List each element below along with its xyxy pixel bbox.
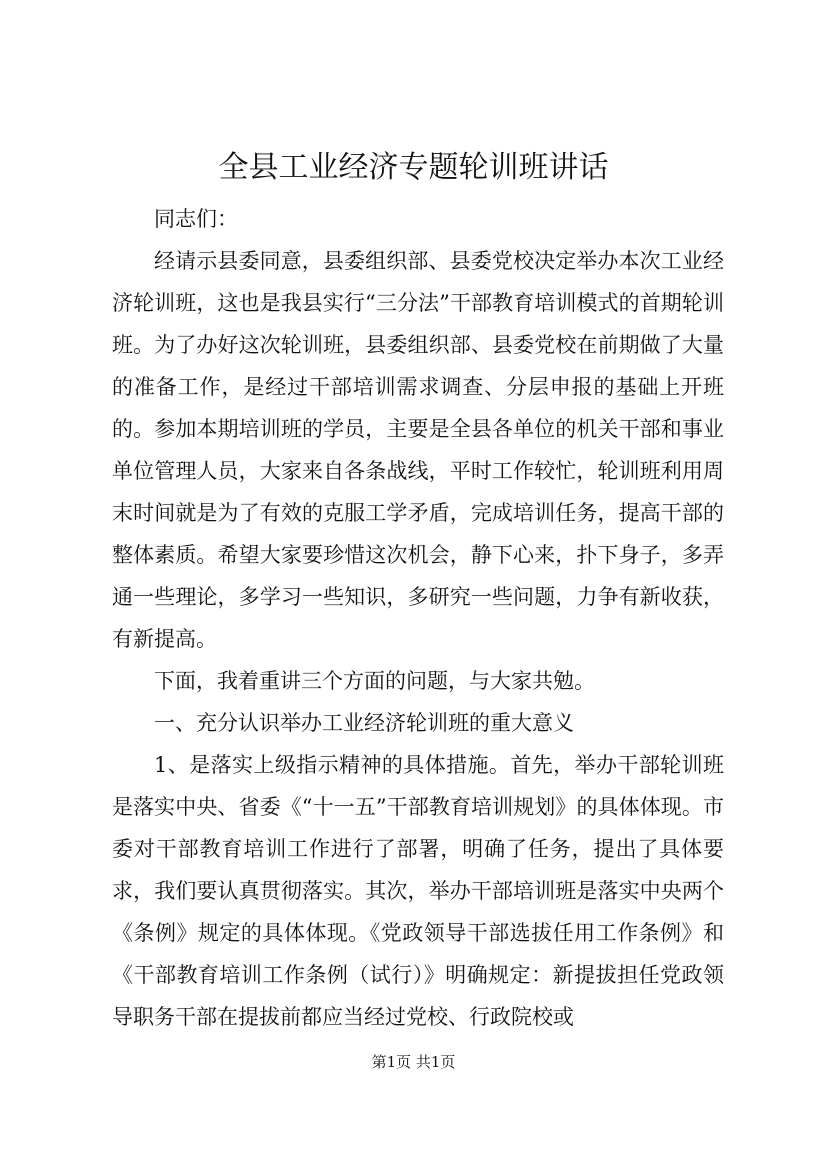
- document-title: 全县工业经济专题轮训班讲话: [218, 150, 609, 185]
- section-paragraph: 1、是落实上级指示精神的具体措施。首先，举办干部轮训班是落实中央、省委《“十一五”干部教育培训规划》的具体体现。市委对干部教育培训工作进行了部署，明确了任务，提出了具体要求，我们要认真贯彻落实。其次，举办干部培训班是落实中央两个《条例》规定的具体体现。《党政领导干部选拔任用工作条例》和《干部教育培训工作条例（试行）》明确规定：新提拔担任党政领导职务干部在提拔前都应当经过党校、行政院校或: [112, 753, 724, 1029]
- page-footer: 第1页 共1页: [371, 1053, 456, 1071]
- transition-paragraph: 下面，我着重讲三个方面的问题，与大家共勉。: [154, 669, 595, 693]
- section-heading: 一、充分认识举办工业经济轮训班的重大意义: [154, 711, 574, 735]
- intro-paragraph: 经请示县委同意，县委组织部、县委党校决定举办本次工业经济轮训班，这也是我县实行“三分法”干部教育培训模式的首期轮训班。为了办好这次轮训班，县委组织部、县委党校在前期做了大量的准备工作，是经过干部培训需求调查、分层申报的基础上开班的。参加本期培训班的学员，主要是全县各单位的机关干部和事业单位管理人员，大家来自各条战线，平时工作较忙，轮训班利用周末时间就是为了有效的克服工学矛盾，完成培训任务，提高干部的整体素质。希望大家要珍惜这次机会，静下心来，扑下身子，多弄通一些理论，多学习一些知识，多研究一些问题，力争有新收获，有新提高。: [112, 249, 724, 651]
- document-body: [112, 198, 724, 1038]
- salutation-paragraph: 同志们：: [154, 207, 238, 231]
